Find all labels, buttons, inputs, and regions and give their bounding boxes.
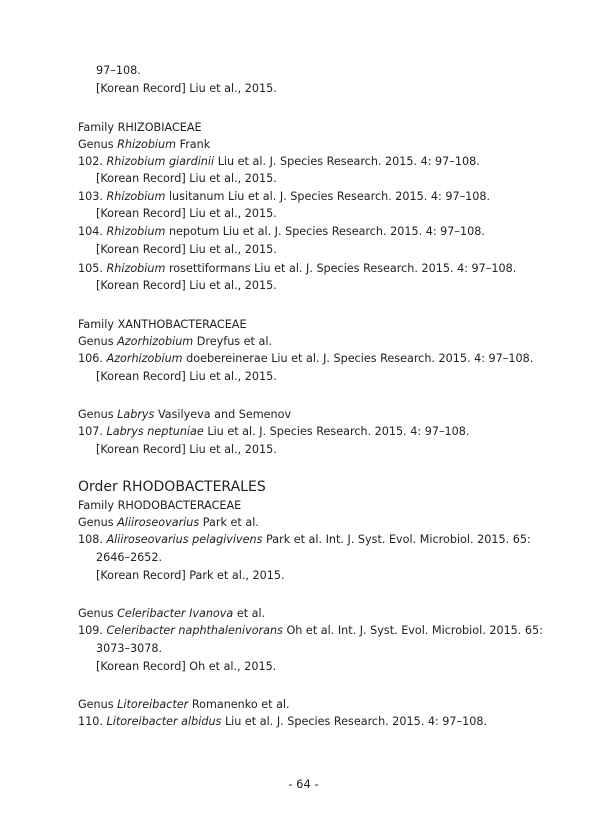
species-entry: 105. Rhizobium rosettiformans Liu et al. J. Species Research. 2015. 4: 97–108. [78,262,517,275]
page-number: - 64 - [288,777,319,791]
korean-record: [Korean Record] Liu et al., 2015. [96,207,277,220]
family-heading: Family RHIZOBIACEAE [78,121,202,134]
species-entry: 106. Azorhizobium doebereinerae Liu et al. J. Species Research. 2015. 4: 97–108. [78,352,534,365]
genus-heading: Genus Litoreibacter Romanenko et al. [78,698,290,711]
citation-continuation: 2646–2652. [96,551,163,564]
korean-record: [Korean Record] Liu et al., 2015. [96,243,277,256]
species-entry: 108. Aliiroseovarius pelagivivens Park et al. Int. J. Syst. Evol. Microbiol. 2015. 65: [78,533,531,546]
korean-record: [Korean Record] Park et al., 2015. [96,569,285,582]
genus-heading: Genus Labrys Vasilyeva and Semenov [78,408,292,421]
citation-continuation: 97–108. [96,64,141,77]
species-entry: 109. Celeribacter naphthalenivorans Oh et al. Int. J. Syst. Evol. Microbiol. 2015. 65: [78,624,543,637]
species-entry: 103. Rhizobium lusitanum Liu et al. J. Species Research. 2015. 4: 97–108. [78,190,491,203]
family-heading: Family RHODOBACTERACEAE [78,499,242,512]
species-entry: 102. Rhizobium giardinii Liu et al. J. Species Research. 2015. 4: 97–108. [78,155,480,168]
korean-record: [Korean Record] Oh et al., 2015. [96,660,277,673]
korean-record: [Korean Record] Liu et al., 2015. [96,82,277,95]
genus-heading: Genus Celeribacter Ivanova et al. [78,607,266,620]
species-entry: 104. Rhizobium nepotum Liu et al. J. Species Research. 2015. 4: 97–108. [78,225,485,238]
korean-record: [Korean Record] Liu et al., 2015. [96,172,277,185]
korean-record: [Korean Record] Liu et al., 2015. [96,370,277,383]
order-heading: Order RHODOBACTERALES [78,479,266,495]
korean-record: [Korean Record] Liu et al., 2015. [96,443,277,456]
family-heading: Family XANTHOBACTERACEAE [78,318,247,331]
genus-heading: Genus Rhizobium Frank [78,138,211,151]
citation-continuation: 3073–3078. [96,642,163,655]
species-entry: 107. Labrys neptuniae Liu et al. J. Species Research. 2015. 4: 97–108. [78,425,470,438]
genus-heading: Genus Azorhizobium Dreyfus et al. [78,335,273,348]
genus-heading: Genus Aliiroseovarius Park et al. [78,516,259,529]
species-entry: 110. Litoreibacter albidus Liu et al. J. Species Research. 2015. 4: 97–108. [78,715,488,728]
korean-record: [Korean Record] Liu et al., 2015. [96,279,277,292]
